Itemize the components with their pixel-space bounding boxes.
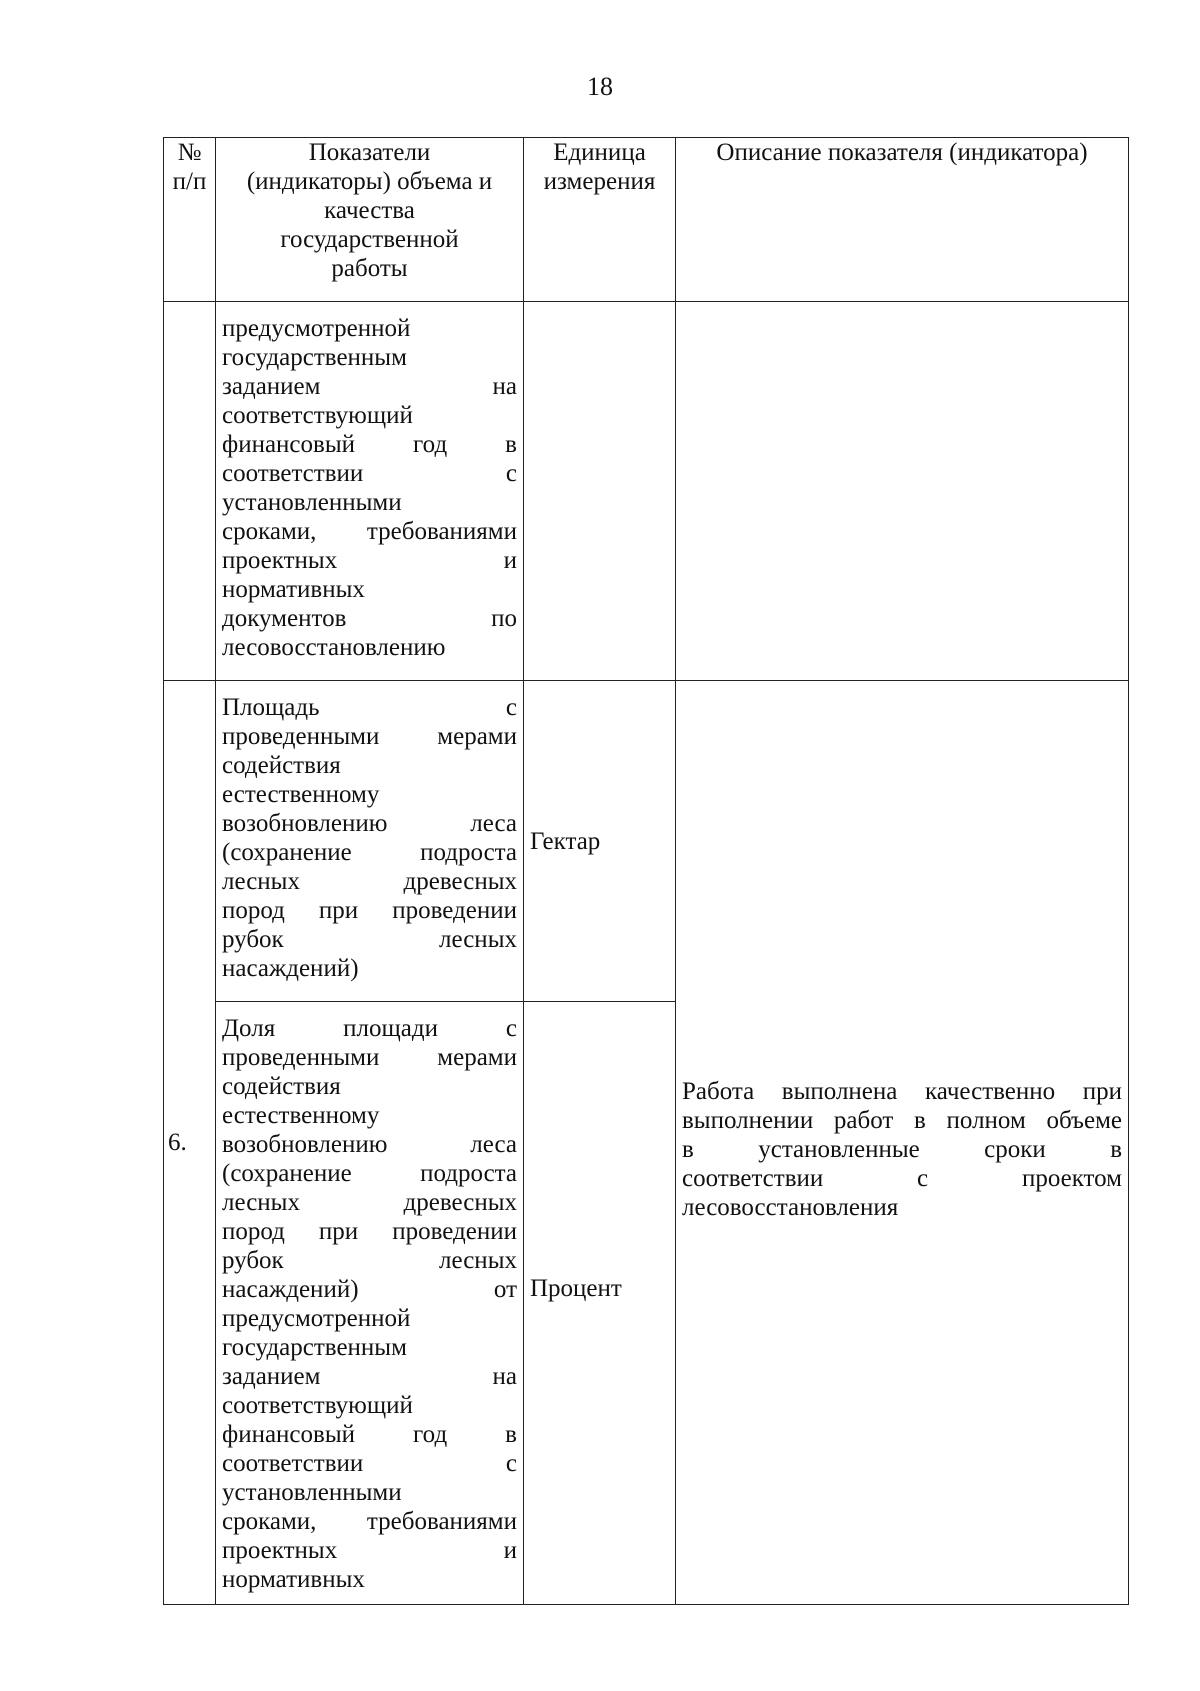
name-line: документов по [222, 605, 517, 632]
desc-line: Работа выполнена качественно при [682, 1078, 1122, 1105]
name-line: содействия [222, 752, 341, 779]
header-name-line: государственной [280, 226, 459, 253]
name-line: нормативных [222, 576, 365, 603]
cell-num-empty [164, 302, 216, 681]
header-name-line: качества [324, 197, 415, 224]
name-line: (сохранение подроста [222, 1160, 517, 1187]
cell-unit: Процент [524, 1002, 676, 1605]
name-line: рубок лесных [222, 926, 517, 953]
desc-line: лесовосстановления [682, 1194, 899, 1221]
header-name-line: (индикаторы) объема и [246, 168, 493, 195]
name-line: соответствующий [222, 1392, 413, 1419]
desc-line: в установленные сроки в [682, 1136, 1122, 1163]
indicators-table [163, 137, 1129, 1605]
cell-indicator-name [216, 302, 524, 681]
name-line: проведенными мерами [222, 1044, 517, 1071]
name-line: пород при проведении [222, 897, 517, 924]
name-line: насаждений) [222, 955, 359, 982]
table-row-item-6a [164, 681, 1129, 1002]
name-line: нормативных [222, 1566, 365, 1593]
name-line: насаждений) от [222, 1276, 517, 1303]
header-desc-line: Описание показателя (индикатора) [716, 139, 1088, 166]
name-line: проектных и [222, 1537, 517, 1564]
name-line: возобновлению леса [222, 810, 517, 837]
cell-indicator-name [216, 681, 524, 1002]
name-line: соответствии с [222, 1450, 517, 1477]
name-line: сроками, требованиями [222, 518, 517, 545]
name-line: соответствующий [222, 402, 413, 429]
cell-unit-empty [524, 302, 676, 681]
cell-indicator-name [216, 1002, 524, 1605]
header-unit-line: измерения [543, 168, 656, 195]
name-line: государственным [222, 344, 407, 371]
header-num-line: п/п [172, 168, 207, 195]
name-line: содействия [222, 1073, 341, 1100]
page-number: 18 [587, 72, 613, 101]
name-line: предусмотренной [222, 315, 411, 342]
table-header-row [164, 138, 1129, 302]
name-line: заданием на [222, 1363, 517, 1390]
name-line: финансовый год в [222, 1421, 517, 1448]
name-line: естественному [222, 1102, 380, 1129]
header-name-line: Показатели [308, 139, 431, 166]
cell-description [676, 681, 1129, 1605]
name-line: (сохранение подроста [222, 839, 517, 866]
header-description [676, 138, 1129, 302]
desc-line: выполнении работ в полном объеме [682, 1107, 1122, 1134]
header-num [164, 138, 216, 302]
cell-desc-empty [676, 302, 1129, 681]
header-name-line: работы [331, 255, 408, 282]
cell-unit: Гектар [524, 681, 676, 1002]
name-line: заданием на [222, 373, 517, 400]
name-line: рубок лесных [222, 1247, 517, 1274]
name-line: проведенными мерами [222, 723, 517, 750]
header-unit-line: Единица [553, 139, 646, 166]
name-line: лесных древесных [222, 1189, 517, 1216]
name-line: сроками, требованиями [222, 1508, 517, 1535]
header-unit [524, 138, 676, 302]
name-line: возобновлению леса [222, 1131, 517, 1158]
name-line: соответствии с [222, 460, 517, 487]
name-line: Доля площади с [222, 1015, 517, 1042]
name-line: пород при проведении [222, 1218, 517, 1245]
name-line: установленными [222, 489, 402, 516]
table-row-continuation [164, 302, 1129, 681]
name-line: лесных древесных [222, 868, 517, 895]
name-line: естественному [222, 781, 380, 808]
name-line: установленными [222, 1479, 402, 1506]
name-line: предусмотренной [222, 1305, 411, 1332]
name-line: лесовосстановлению [222, 634, 446, 661]
header-num-line: № [177, 139, 202, 166]
name-line: Площадь с [222, 694, 517, 721]
name-line: государственным [222, 1334, 407, 1361]
name-line: проектных и [222, 547, 517, 574]
header-indicator-name [216, 138, 524, 302]
desc-line: соответствии с проектом [682, 1165, 1122, 1192]
name-line: финансовый год в [222, 431, 517, 458]
cell-item-number: 6. [164, 681, 216, 1605]
